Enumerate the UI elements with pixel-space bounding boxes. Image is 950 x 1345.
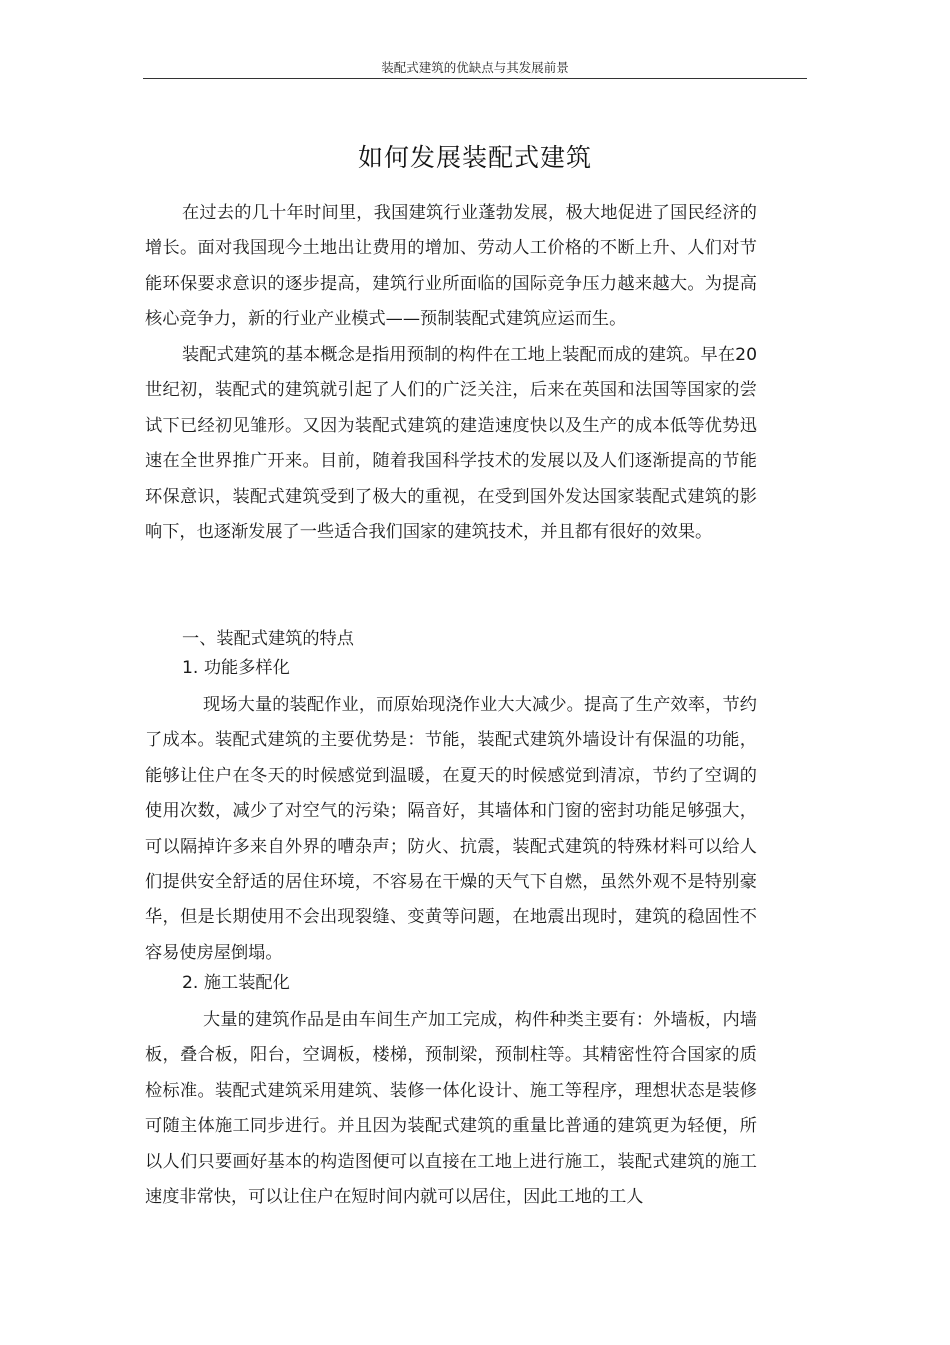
page-title: 如何发展装配式建筑 [357, 143, 592, 172]
header-divider [143, 78, 807, 79]
intro-paragraph-2: 装配式建筑的基本概念是指用预制的构件在工地上装配而成的建筑。早在20世纪初，装配式的建筑就引起了人们的广泛关注，后来在英国和法国等国家的尝试下已经初见雏形。又因为装配式建筑的建造速度快以及生产的成本低等优势迅速在全世界推广开来。目前，随着我国科学技术的发展以及人们逐渐提高的节能环保意识，装配式建筑受到了极大的重视，在受到国外发达国家装配式建筑的影响下，也逐渐发展了一些适合我们国家的建筑技术，并且都有很好的效果。 [145, 345, 757, 543]
subsection-heading-1: 1. 功能多样化 [182, 658, 290, 678]
section-heading: 一、装配式建筑的特点 [182, 629, 354, 649]
subsection-2-paragraph: 大量的建筑作品是由车间生产加工完成，构件种类主要有：外墙板，内墙板，叠合板，阳台，空调板，楼梯，预制梁，预制柱等。其精密性符合国家的质检标准。装配式建筑采用建筑、装修一体化设计、施工等程序，理想状态是装修可随主体施工同步进行。并且因为装配式建筑的重量比普通的建筑更为轻便，所以人们只要画好基本的构造图便可以直接在工地上进行施工，装配式建筑的施工速度非常快，可以让住户在短时间内就可以居住，因此工地的工人 [145, 1010, 757, 1208]
running-header: 装配式建筑的优缺点与其发展前景 [381, 60, 569, 75]
subsection-1-paragraph: 现场大量的装配作业，而原始现浇作业大大减少。提高了生产效率，节约了成本。装配式建筑的主要优势是：节能，装配式建筑外墙设计有保温的功能，能够让住户在冬天的时候感觉到温暖，在夏天的时候感觉到清凉，节约了空调的使用次数，减少了对空气的污染；隔音好，其墙体和门窗的密封功能足够强大，可以隔掉许多来自外界的嘈杂声；防火、抗震，装配式建筑的特殊材料可以给人们提供安全舒适的居住环境，不容易在干燥的天气下自燃，虽然外观不是特别豪华，但是长期使用不会出现裂缝、变黄等问题，在地震出现时，建筑的稳固性不容易使房屋倒塌。 [145, 695, 757, 963]
intro-paragraph-1: 在过去的几十年时间里，我国建筑行业蓬勃发展，极大地促进了国民经济的增长。面对我国现今土地出让费用的增加、劳动人工价格的不断上升、人们对节能环保要求意识的逐步提高，建筑行业所面临的国际竞争压力越来越大。为提高核心竞争力，新的行业产业模式——预制装配式建筑应运而生。 [145, 203, 757, 330]
subsection-heading-2: 2. 施工装配化 [182, 973, 290, 993]
